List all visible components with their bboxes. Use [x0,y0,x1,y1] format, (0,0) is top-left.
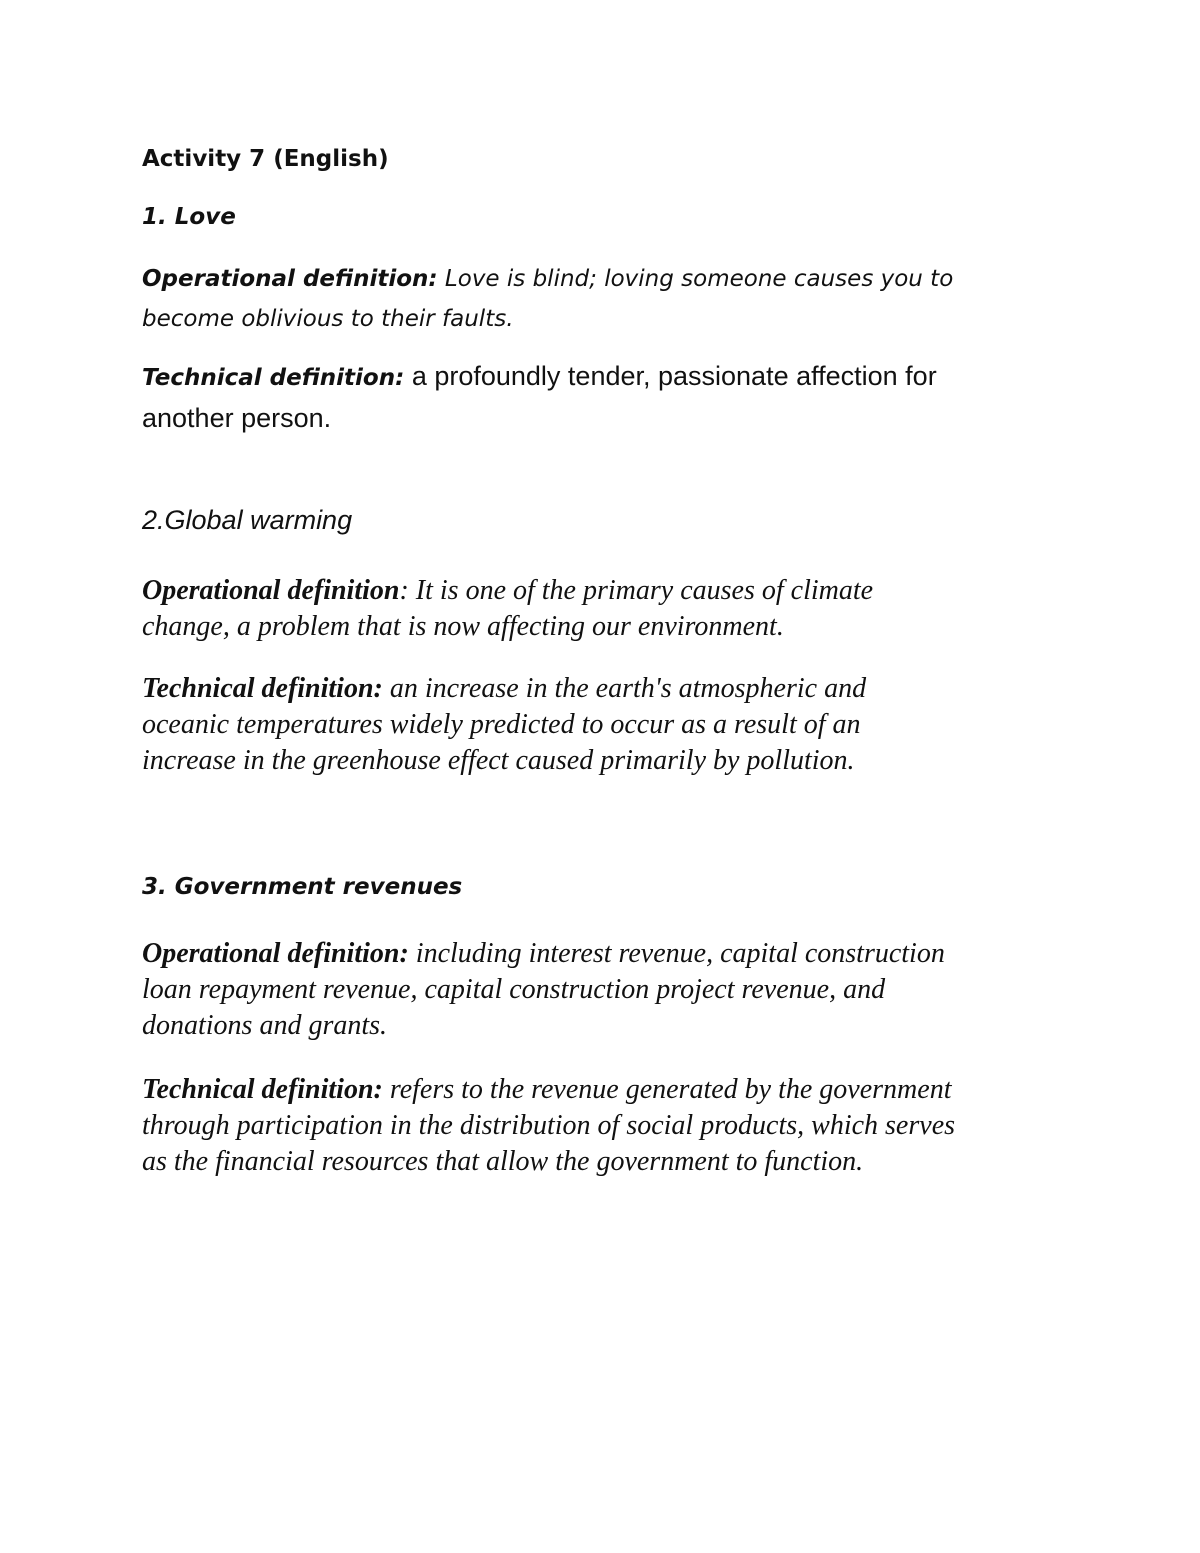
operational-definition-label: Operational definition [142,575,400,606]
operational-definition-label: Operational definition: [142,266,438,292]
operational-definition-label: Operational definition: [142,938,409,969]
definition-text: as the financial resources that allow the government to function. [142,1146,864,1177]
global-warming-technical-line-1 [142,671,866,707]
definition-text: Love is blind; loving someone causes you to [437,266,954,292]
definition-text: a profoundly tender, passionate affection for [404,361,937,391]
section-heading-global-warming: 2.Global warming [142,505,353,535]
definition-text: another person. [142,403,332,433]
definition-text: refers to the revenue generated by the government [382,1074,952,1105]
love-operational-definition [142,259,953,339]
section-heading-government-revenues: 3. Government revenues [142,874,463,900]
technical-definition-label: Technical definition: [142,673,383,704]
technical-definition-label: Technical definition: [142,365,405,391]
definition-text: an increase in the earth's atmospheric and [382,673,867,704]
government-revenues-operational-definition [142,936,945,1044]
document-title: Activity 7 (English) [142,146,389,172]
definition-text: through participation in the distribution of social products, which serves [142,1110,956,1141]
definition-text: oceanic temperatures widely predicted to occur as a result of an [142,709,861,740]
technical-definition-label: Technical definition: [142,1074,383,1105]
definition-text: including interest revenue, capital construction [408,938,945,969]
definition-text: donations and grants. [142,1010,388,1041]
government-revenues-operational-line-1 [142,936,945,972]
definition-text: become oblivious to their faults. [142,306,514,332]
global-warming-technical-definition [142,671,866,779]
definition-text: loan repayment revenue, capital construction project revenue, and [142,974,886,1005]
definition-text: : It is one of the primary causes of climate [399,575,874,606]
global-warming-operational-definition [142,573,873,645]
government-revenues-technical-definition [142,1072,955,1180]
definition-text: increase in the greenhouse effect caused primarily by pollution. [142,745,855,776]
love-technical-line-1 [142,356,937,398]
love-technical-definition [142,356,937,438]
definition-text: change, a problem that is now affecting our environment. [142,611,784,642]
section-heading-love: 1. Love [142,204,236,230]
global-warming-operational-line-1 [142,573,873,609]
government-revenues-technical-line-1 [142,1072,955,1108]
love-operational-line-1 [142,259,953,299]
